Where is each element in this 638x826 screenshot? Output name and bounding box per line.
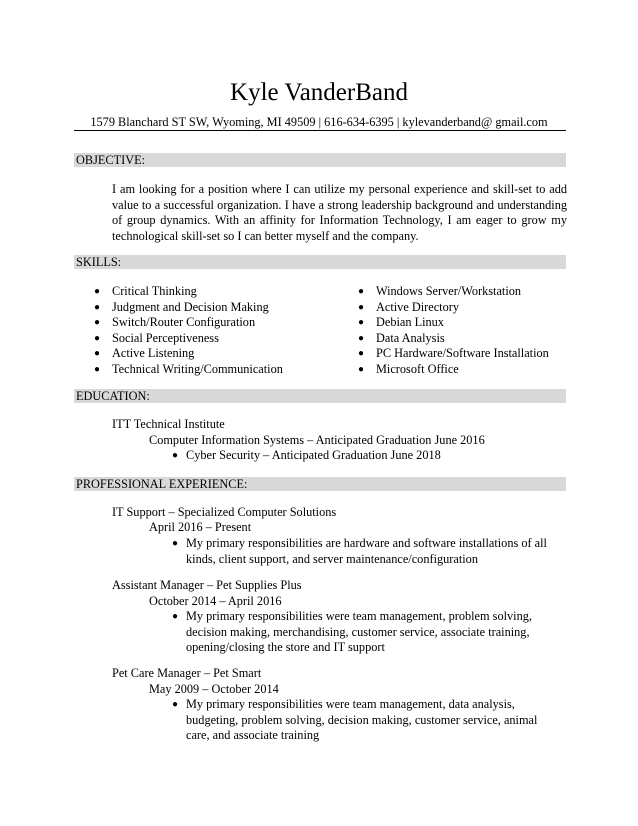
header-divider (74, 130, 566, 131)
list-item: ● Active Directory (357, 299, 459, 314)
list-item: ● Debian Linux (357, 315, 444, 329)
job-title: Pet Care Manager – Pet Smart (112, 666, 262, 680)
bullet-icon: ● (357, 363, 365, 375)
bullet-icon: ● (357, 301, 365, 313)
bullet-icon: ● (172, 699, 179, 710)
list-item: ● Windows Server/Workstation (357, 284, 522, 298)
bullet-icon: ● (93, 301, 101, 313)
skills-heading: SKILLS: (74, 255, 566, 269)
bullet-icon: ● (357, 348, 365, 359)
list-item: ● Active Listening (93, 346, 195, 360)
bullet-icon: ● (93, 348, 101, 359)
list-item: ● Judgment and Decision Making (93, 299, 269, 314)
objective-text: I am looking for a position where I can utilize my personal experience and skill-set to add value to a successful organization. I have a strong leadership background and understanding of group dynamics. With an affinity for Information Technology, I am eager to grow my technological skill-set so I can better myself and the company. (112, 182, 567, 243)
experience-heading: PROFESSIONAL EXPERIENCE: (74, 477, 566, 491)
bullet-icon: ● (93, 363, 101, 375)
bullet-icon: ● (172, 538, 179, 549)
skills-right-list (357, 284, 566, 377)
list-item: ● Critical Thinking (93, 284, 197, 298)
education-school: ITT Technical Institute (112, 417, 225, 431)
bullet-icon: ● (172, 611, 179, 622)
bullet-icon: ● (357, 317, 365, 328)
bullet-icon: ● (172, 450, 179, 461)
list-item: ● Microsoft Office (357, 361, 459, 376)
education-bullet: ● Cyber Security – Anticipated Graduation June 2018 (172, 448, 441, 462)
skills-left-list (93, 284, 332, 377)
job-bullet: ● My primary responsibilities were team management, problem solving, decision making, merchandising, customer service, associate training, opening/closing the store and IT support (172, 609, 532, 654)
education-program: Computer Information Systems – Anticipated Graduation June 2016 (149, 433, 485, 447)
bullet-icon: ● (93, 332, 101, 344)
list-item: ● Switch/Router Configuration (93, 315, 256, 329)
job-title: IT Support – Specialized Computer Solutions (112, 505, 337, 519)
contact-line: 1579 Blanchard ST SW, Wyoming, MI 49509 | 616-634-6395 | kylevanderband@ gmail.com (90, 115, 548, 129)
list-item: ● Data Analysis (357, 330, 445, 345)
job-dates: May 2009 – October 2014 (149, 682, 279, 696)
job-dates: April 2016 – Present (149, 520, 252, 534)
bullet-icon: ● (357, 332, 365, 344)
job-bullet: ● My primary responsibilities are hardware and software installations of all kinds, client support, and server maintenance/configuration (172, 536, 547, 566)
bullet-icon: ● (93, 317, 101, 328)
resume-name: Kyle VanderBand (230, 79, 408, 106)
list-item: ● Social Perceptiveness (93, 330, 219, 345)
objective-heading: OBJECTIVE: (74, 153, 566, 167)
list-item: ● PC Hardware/Software Installation (357, 346, 549, 360)
bullet-icon: ● (93, 286, 101, 297)
education-heading: EDUCATION: (74, 389, 566, 403)
job-dates: October 2014 – April 2016 (149, 594, 282, 608)
job-title: Assistant Manager – Pet Supplies Plus (112, 578, 302, 592)
bullet-icon: ● (357, 286, 365, 297)
list-item: ● Technical Writing/Communication (93, 361, 283, 376)
job-bullet: ● My primary responsibilities were team management, data analysis, budgeting, problem solving, decision making, customer service, animal care, and associate training (172, 697, 538, 742)
